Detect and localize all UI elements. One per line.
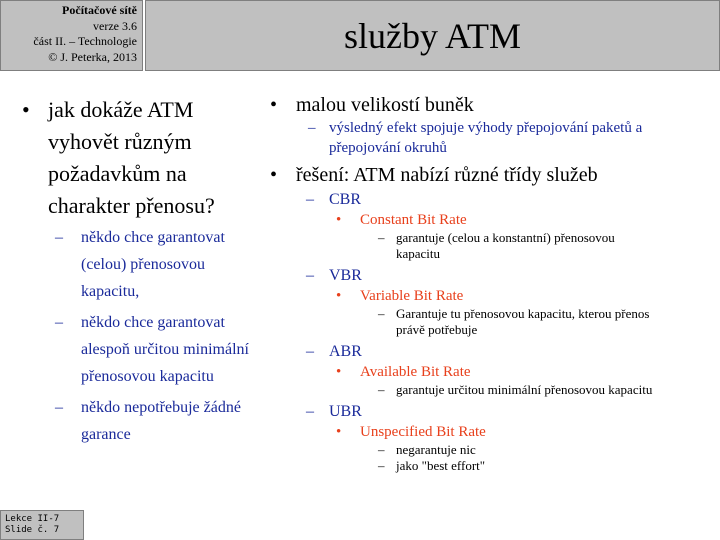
bullet-dash: – xyxy=(55,399,63,416)
class-name-text: Unspecified Bit Rate xyxy=(360,424,486,440)
lesson-label: Lekce II-7 xyxy=(5,514,60,524)
left-column xyxy=(22,94,262,448)
bullet-dash: – xyxy=(55,229,63,246)
bullet-dash: – xyxy=(378,306,385,321)
right-point-1 xyxy=(270,92,710,118)
detail-text: jako "best effort" xyxy=(396,458,486,473)
service-class-name xyxy=(270,286,710,306)
service-class-detail xyxy=(270,230,710,262)
left-item-text: někdo chce garantovat alespoň určitou minimální přenosovou kapacitu xyxy=(81,314,249,385)
detail-text: garantuje (celou a konstantní) přenosovou kapacitu xyxy=(396,230,615,261)
bullet-dash: – xyxy=(378,230,385,245)
slide-title-box xyxy=(145,0,720,71)
question-text: jak dokáže ATM vyhovět různým požadavkům na charakter přenosu? xyxy=(48,97,215,218)
bullet-dot: • xyxy=(22,97,30,122)
right-point-2 xyxy=(270,162,710,188)
part-label: část II. – Technologie xyxy=(33,34,137,48)
right-column xyxy=(270,92,710,474)
course-name: Počítačové sítě xyxy=(62,3,137,17)
bullet-dot: • xyxy=(336,424,342,440)
slide-number: Slide č. 7 xyxy=(5,525,60,535)
bullet-dash: – xyxy=(55,314,63,331)
point-text: řešení: ATM nabízí různé třídy služeb xyxy=(296,164,598,186)
service-class-detail xyxy=(270,458,710,474)
bullet-dash: – xyxy=(378,442,385,457)
left-item xyxy=(22,394,262,448)
service-class-detail xyxy=(270,442,710,458)
course-info-box xyxy=(0,0,143,71)
bullet-dot: • xyxy=(270,94,278,116)
left-item xyxy=(22,309,262,390)
class-abbr-text: ABR xyxy=(329,343,362,360)
left-item-text: někdo chce garantovat (celou) přenosovou kapacitu, xyxy=(81,229,225,300)
bullet-dot: • xyxy=(336,212,342,228)
version-label: verze 3.6 xyxy=(93,18,137,33)
service-class-abbr xyxy=(270,190,710,210)
left-question xyxy=(22,94,262,222)
service-class-name xyxy=(270,362,710,382)
service-class-abbr xyxy=(270,402,710,422)
service-class-name xyxy=(270,422,710,442)
left-item xyxy=(22,224,262,305)
class-abbr-text: VBR xyxy=(329,267,362,284)
point-text: malou velikostí buněk xyxy=(296,94,474,116)
bullet-dash: – xyxy=(306,403,314,420)
class-name-text: Variable Bit Rate xyxy=(360,288,464,304)
left-item-text: někdo nepotřebuje žádné garance xyxy=(81,399,241,443)
bullet-dash: – xyxy=(306,267,314,284)
bullet-dash: – xyxy=(306,191,314,208)
right-point-1-sub xyxy=(270,118,710,158)
bullet-dash: – xyxy=(378,458,385,473)
bullet-dot: • xyxy=(270,164,278,186)
slide-title: služby ATM xyxy=(343,15,521,56)
detail-text: negarantuje nic xyxy=(396,442,476,457)
bullet-dash: – xyxy=(306,343,314,360)
service-class-abbr xyxy=(270,266,710,286)
slide-footer xyxy=(0,510,84,540)
bullet-dash: – xyxy=(308,120,316,136)
detail-text: garantuje určitou minimální přenosovou kapacitu xyxy=(396,382,653,397)
class-abbr-text: UBR xyxy=(329,403,362,420)
bullet-dash: – xyxy=(378,382,385,397)
service-class-detail xyxy=(270,382,710,398)
copyright-label: © J. Peterka, 2013 xyxy=(48,49,137,64)
class-name-text: Available Bit Rate xyxy=(360,364,471,380)
bullet-dot: • xyxy=(336,364,342,380)
detail-text: Garantuje tu přenosovou kapacitu, kterou přenos právě potřebuje xyxy=(396,306,650,337)
service-class-detail xyxy=(270,306,710,338)
bullet-dot: • xyxy=(336,288,342,304)
sub-text: výsledný efekt spojuje výhody přepojování paketů a přepojování okruhů xyxy=(329,120,643,156)
class-name-text: Constant Bit Rate xyxy=(360,212,467,228)
service-class-name xyxy=(270,210,710,230)
class-abbr-text: CBR xyxy=(329,191,362,208)
service-class-abbr xyxy=(270,342,710,362)
